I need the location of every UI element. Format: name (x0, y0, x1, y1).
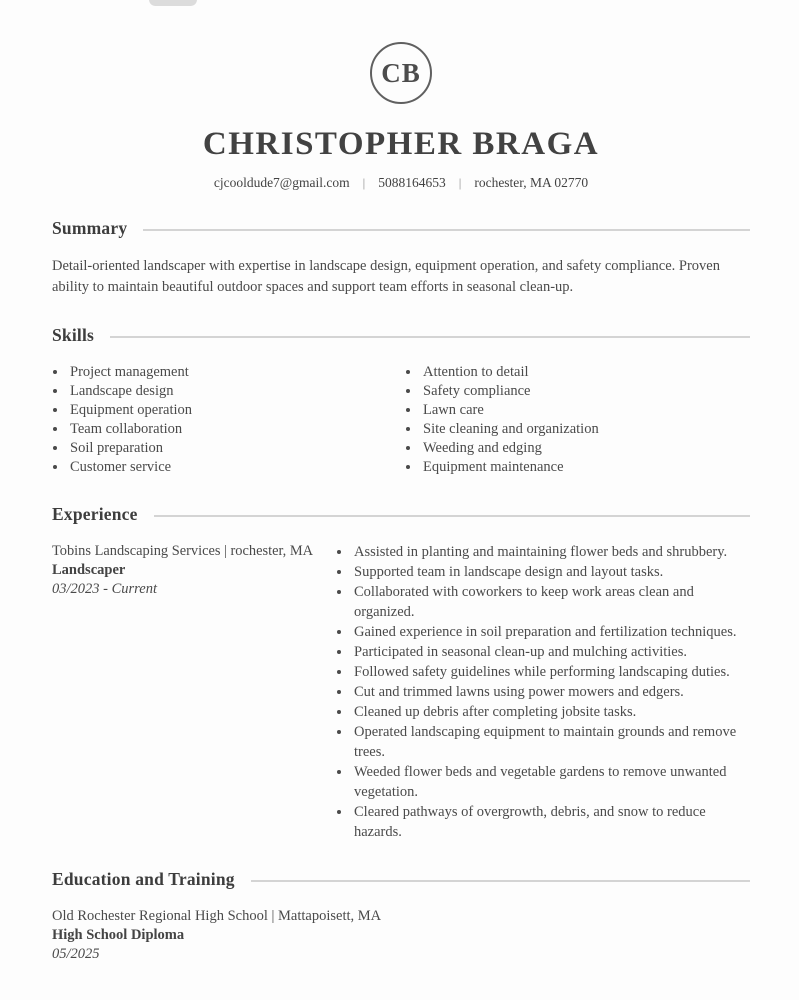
education-entry (52, 907, 750, 964)
contact-line (52, 175, 750, 191)
skill-item: • Customer service (68, 458, 405, 477)
section-experience (52, 504, 750, 842)
education-date: 05/2025 (52, 946, 100, 963)
experience-entry (52, 542, 750, 842)
contact-email: cjcooldude7@gmail.com (213, 175, 350, 191)
candidate-name: CHRISTOPHER BRAGA (202, 126, 600, 162)
skill-item: • Team collaboration (68, 420, 405, 439)
contact-location: rochester, MA 02770 (474, 175, 589, 191)
job-bullet: • Participated in seasonal clean-up and mulching activities. (352, 642, 750, 662)
job-bullet: • Cut and trimmed lawns using power mowers and edgers. (352, 682, 750, 702)
education-divider (251, 880, 750, 882)
experience-heading: Experience (52, 504, 138, 525)
skills-heading-row (52, 325, 750, 346)
skills-heading: Skills (52, 325, 95, 346)
skill-item: • Lawn care (421, 401, 750, 420)
contact-separator: | (362, 175, 366, 191)
job-bullet: • Collaborated with coworkers to keep work areas clean and organized. (352, 582, 750, 622)
monogram-badge (370, 42, 432, 104)
skills-column-1 (52, 363, 405, 477)
skills-grid (52, 363, 750, 477)
section-education (52, 869, 750, 964)
job-bullet: • Cleared pathways of overgrowth, debris, and snow to reduce hazards. (352, 802, 750, 842)
education-school-location: Old Rochester Regional High School | Mattapoisett, MA (52, 908, 382, 925)
job-bullet: • Weeded flower beds and vegetable gardens to remove unwanted vegetation. (352, 762, 750, 802)
skill-item: • Equipment maintenance (421, 458, 750, 477)
resume-header (52, 42, 750, 191)
skill-item: • Weeding and edging (421, 439, 750, 458)
job-bullet: • Operated landscaping equipment to maintain grounds and remove trees. (352, 722, 750, 762)
education-credential: High School Diploma (52, 927, 185, 944)
skill-item: • Landscape design (68, 382, 405, 401)
experience-divider (154, 515, 750, 517)
section-summary (52, 218, 750, 298)
summary-heading: Summary (52, 218, 128, 239)
skills-divider (110, 336, 750, 338)
summary-text: Detail-oriented landscaper with expertise in landscape design, equipment operation, and safety compliance. Proven ability to maintain beautiful outdoor spaces and support team efforts in seasonal clean-up. (52, 258, 720, 296)
contact-phone: 5088164653 (378, 175, 446, 191)
contact-separator: | (458, 175, 462, 191)
skill-item: • Safety compliance (421, 382, 750, 401)
section-skills (52, 325, 750, 477)
job-title: Landscaper (52, 562, 126, 579)
job-bullet-list (338, 542, 750, 842)
job-bullet: • Supported team in landscape design and layout tasks. (352, 562, 750, 582)
skill-item: • Site cleaning and organization (421, 420, 750, 439)
job-meta (52, 542, 338, 842)
skill-item: • Project management (68, 363, 405, 382)
skill-item: • Attention to detail (421, 363, 750, 382)
job-company-location: Tobins Landscaping Services | rochester, MA (52, 543, 314, 560)
summary-heading-row (52, 218, 750, 239)
education-heading-row (52, 869, 750, 890)
job-bullet: • Followed safety guidelines while performing landscaping duties. (352, 662, 750, 682)
skill-item: • Soil preparation (68, 439, 405, 458)
education-heading: Education and Training (52, 869, 235, 890)
skills-column-2 (405, 363, 750, 477)
job-bullet: • Cleaned up debris after completing jobsite tasks. (352, 702, 750, 722)
job-dates: 03/2023 - Current (52, 581, 157, 598)
monogram-initials: CB (381, 57, 421, 88)
job-bullet: • Gained experience in soil preparation and fertilization techniques. (352, 622, 750, 642)
experience-heading-row (52, 504, 750, 525)
job-bullet: • Assisted in planting and maintaining flower beds and shrubbery. (352, 542, 750, 562)
skill-item: • Equipment operation (68, 401, 405, 420)
summary-divider (143, 229, 750, 231)
